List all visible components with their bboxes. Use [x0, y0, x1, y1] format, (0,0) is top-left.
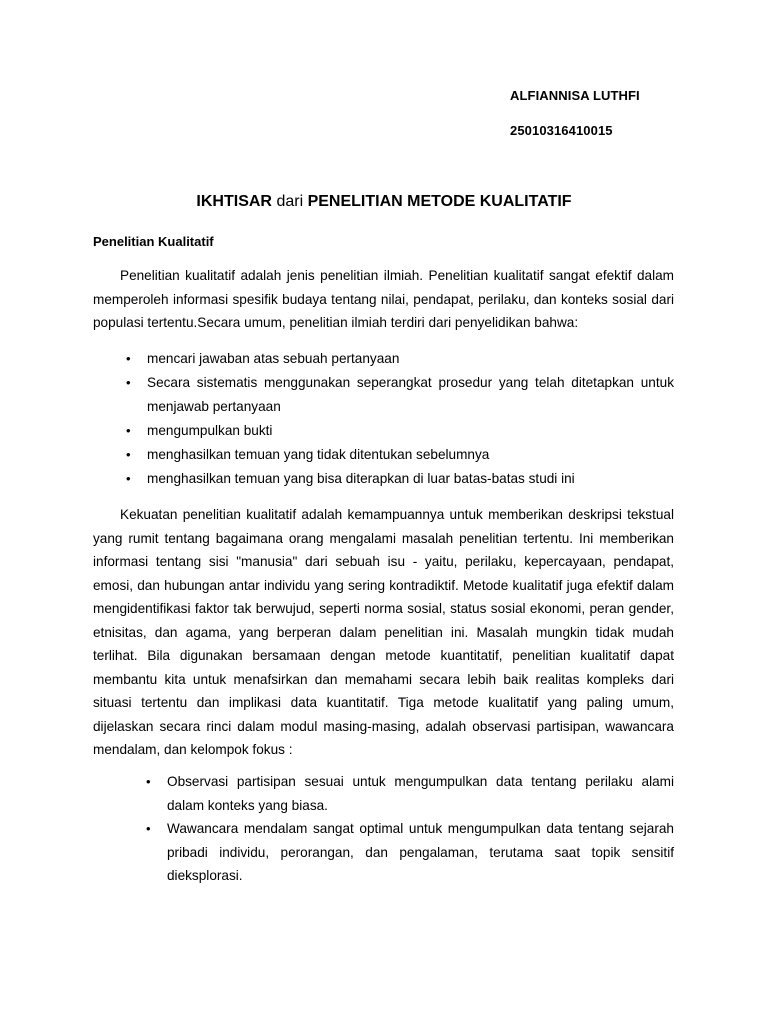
list-item-text: Observasi partisipan sesuai untuk mengumpulkan data tentang perilaku alami dalam konteks yang biasa. — [167, 774, 674, 813]
title-part-2: dari — [276, 193, 304, 210]
title-part-1: IKHTISAR — [196, 193, 272, 210]
author-id: 25010316410015 — [510, 123, 613, 138]
bullet-icon: • — [146, 821, 151, 836]
list-item — [126, 419, 674, 443]
list-item — [126, 347, 674, 371]
document-title — [0, 193, 768, 211]
section-heading: Penelitian Kualitatif — [93, 234, 214, 249]
bullet-icon: • — [126, 351, 131, 366]
bullet-icon: • — [126, 422, 131, 438]
title-part-3: PENELITIAN METODE KUALITATIF — [307, 193, 572, 210]
paragraph-2: Kekuatan penelitian kualitatif adalah kemampuannya untuk memberikan deskripsi tekstual yang rumit tentang bagaimana orang mengalami masalah penelitian tertentu. Ini memberikan informasi tentang sisi "manusia" dari sebuah isu - yaitu, perilaku, kepercayaan, pendapat, emosi, dan hubungan antar individu yang sering kontradiktif. Metode kualitatif juga efektif dalam mengidentifikasi faktor tak berwujud, seperti norma sosial, status sosial ekonomi, peran gender, etnisitas, dan agama, yang berperan dalam penelitian ini. Masalah mungkin tidak mudah terlihat. Bila digunakan bersamaan dengan metode kuantitatif, penelitian kualitatif dapat membantu kita untuk menafsirkan dan memahami secara lebih baik realitas kompleks dari situasi tertentu dan implikasi data kuantitatif. Tiga metode kualitatif yang paling umum, dijelaskan secara rinci dalam modul masing-masing, adalah observasi partisipan, wawancara mendalam, dan kelompok fokus : — [93, 507, 674, 757]
list-item-text: menghasilkan temuan yang tidak ditentukan sebelumnya — [147, 446, 490, 462]
list-item-text: Wawancara mendalam sangat optimal untuk mengumpulkan data tentang sejarah pribadi individu, perorangan, dan pengalaman, terutama saat topik sensitif dieksplorasi. — [167, 821, 674, 883]
bullet-icon: • — [126, 375, 131, 390]
bullet-list-1 — [126, 347, 674, 491]
bullet-icon: • — [126, 446, 131, 462]
list-item-text: menghasilkan temuan yang bisa diterapkan di luar batas-batas studi ini — [147, 470, 575, 486]
list-item-text: mengumpulkan bukti — [147, 422, 273, 438]
list-item — [126, 371, 674, 418]
list-item — [126, 467, 674, 491]
bullet-icon: • — [146, 774, 151, 789]
list-item-text: Secara sistematis menggunakan seperangkat prosedur yang telah ditetapkan untuk menjawab pertanyaan — [147, 375, 674, 414]
author-name: ALFIANNISA LUTHFI — [510, 88, 640, 103]
list-item — [126, 443, 674, 467]
list-item — [146, 770, 674, 817]
list-item-text: mencari jawaban atas sebuah pertanyaan — [147, 351, 400, 366]
bullet-list-2 — [146, 770, 674, 888]
paragraph-1: Penelitian kualitatif adalah jenis penelitian ilmiah. Penelitian kualitatif sangat efektif dalam memperoleh informasi spesifik budaya tentang nilai, pendapat, perilaku, dan konteks sosial dari populasi tertentu.Secara umum, penelitian ilmiah terdiri dari penyelidikan bahwa: — [93, 268, 674, 330]
bullet-icon: • — [126, 470, 131, 486]
list-item — [146, 817, 674, 888]
